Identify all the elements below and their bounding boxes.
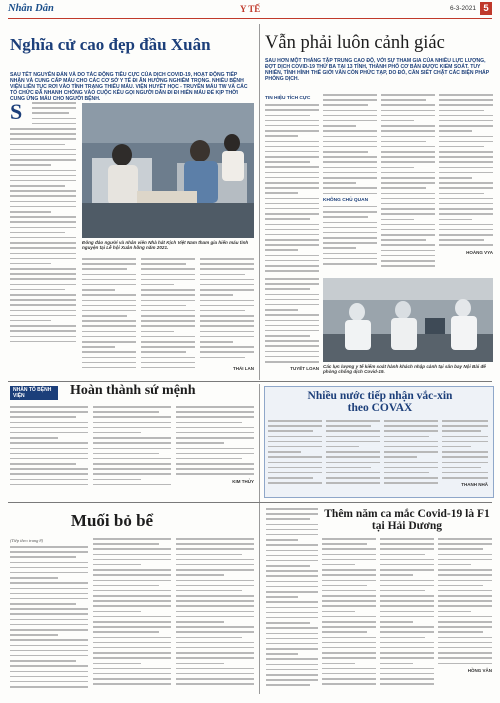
article4-byline: THANH NHÃ (461, 482, 488, 488)
article6-column-1 (266, 508, 318, 696)
article3-column-2 (93, 406, 171, 496)
article6-headline: Thêm năm ca mắc Covid-19 là F1 tại Hải Dương (324, 508, 490, 533)
article2-headline: Vẫn phải luôn cảnh giác (265, 33, 445, 53)
article2-byline-2: HOÀNG VYA (466, 249, 493, 255)
article4-column-3 (384, 420, 438, 492)
article2-lower-column (265, 278, 319, 376)
article6-column-2 (322, 538, 376, 696)
article1-column-1b (10, 128, 76, 373)
article1-byline: THÁI LAN (233, 366, 254, 371)
article1-photo-caption: Đông đảo người và nhân viên Nhà hát Kịch Việt Nam tham gia hiến máu tình nguyện tại Lễ hội Xuân hồng năm 2021. (82, 240, 249, 251)
article4-column-4 (442, 420, 488, 492)
column-divider-2 (259, 384, 260, 694)
article2-column-3 (381, 94, 435, 274)
article2-photo (323, 278, 493, 362)
article5-column-3 (176, 538, 254, 696)
article3-tag: NHÂN TỐ BỆNH VIỆN (10, 386, 58, 400)
article1-dropcap: S (10, 99, 23, 124)
article2-column-1 (265, 94, 319, 274)
article3-headline: Hoàn thành sứ mệnh (70, 383, 196, 398)
article5-column-1 (10, 546, 88, 696)
article5-column-2 (93, 538, 171, 696)
article6-column-3 (380, 538, 434, 696)
article1-column-3 (141, 258, 195, 373)
article6-byline: HỒNG VÂN (467, 667, 492, 673)
article1-headline: Nghĩa cử cao đẹp đầu Xuân (10, 35, 211, 54)
article2-dek: SAU HƠN MỘT THÁNG TẬP TRUNG CAO ĐỘ, VỚI SỰ THAM GIA CỦA NHIỀU LỰC LƯỢNG, ĐỢT DỊCH COVID-19 THỨ BA TẠI 13 TỈNH, THÀNH PHỐ CƠ BẢN ĐƯỢC KIỂM SOÁT. TUY NHIÊN, TÌNH HÌNH THẾ GIỚI VẪN CÒN PHỨC TẠP, DO ĐÓ, CẦN SIẾT CHẶT CÁC BIỆN PHÁP PHÒNG DỊCH. (265, 58, 490, 82)
page-number: 5 (480, 2, 492, 15)
article2-column-2 (323, 94, 377, 274)
article5-continued-note: (Tiếp theo trang 8) (10, 538, 44, 543)
issue-date: 6-3-2021 (449, 5, 476, 12)
article2-byline: TUYẾT LOAN (290, 366, 319, 372)
article4-column-2 (326, 420, 380, 492)
section-divider-1 (8, 381, 492, 382)
page-header (8, 4, 492, 19)
article1-column-4 (200, 258, 254, 373)
section-title: Y TẾ (240, 4, 261, 14)
section-divider-2 (8, 502, 492, 503)
article3-column-3 (176, 406, 254, 496)
article1-photo (82, 103, 254, 238)
newspaper-brand: Nhân Dân (8, 3, 54, 14)
article2-column-4 (439, 94, 493, 274)
article1-dek: SAU TẾT NGUYÊN ĐÁN VÀ DO TÁC ĐỘNG TIÊU CỰC CỦA DỊCH COVID-19, HOẠT ĐỘNG TIẾP NHẬN VÀ CUNG CẤP MÁU CHO CÁC CƠ SỞ Y TẾ ĐI ĂN HƯỚNG NGHIÊM TRỌNG. NHIỀU BỆNH VIỆN LIÊN TỤC RƠI VÀO TÌNH TRẠNG THIẾU MÁU. VIỆN HUYẾT HỌC - TRUYỀN MÁU TW VÀ CÁC TỔ CHỨC ĐÃ NHANH CHÓNG VÀO CUỘC KÊU GỌI NGƯỜI DÂN ĐI ĐI HIẾN MÁU ĐỂ KỊP THỜI CUNG ỨNG MÁU CHO NGƯỜI BỆNH. (10, 72, 248, 102)
article5-headline: Muối bỏ bể (70, 511, 154, 530)
article1-column-2 (82, 258, 136, 373)
article3-byline: KIM THỦY (232, 478, 254, 484)
article4-column-1 (268, 420, 322, 492)
column-divider (259, 24, 260, 380)
article6-column-4 (438, 538, 492, 696)
article2-sub-label: KHÔNG CHỦ QUAN (323, 197, 369, 203)
article3-column-1 (10, 406, 88, 496)
article2-lead-label: TIN HIỆU TÍCH CỰC (265, 96, 311, 101)
article1-byline-wrap (200, 366, 254, 374)
article4-headline: Nhiều nước tiếp nhận vắc-xin theo COVAX (307, 390, 453, 415)
article2-photo-caption: Các lực lượng y tế kiểm soát hành khách nhập cảnh tại sân bay Nội Bài để phòng chống dịch Covid-19. (323, 364, 486, 375)
